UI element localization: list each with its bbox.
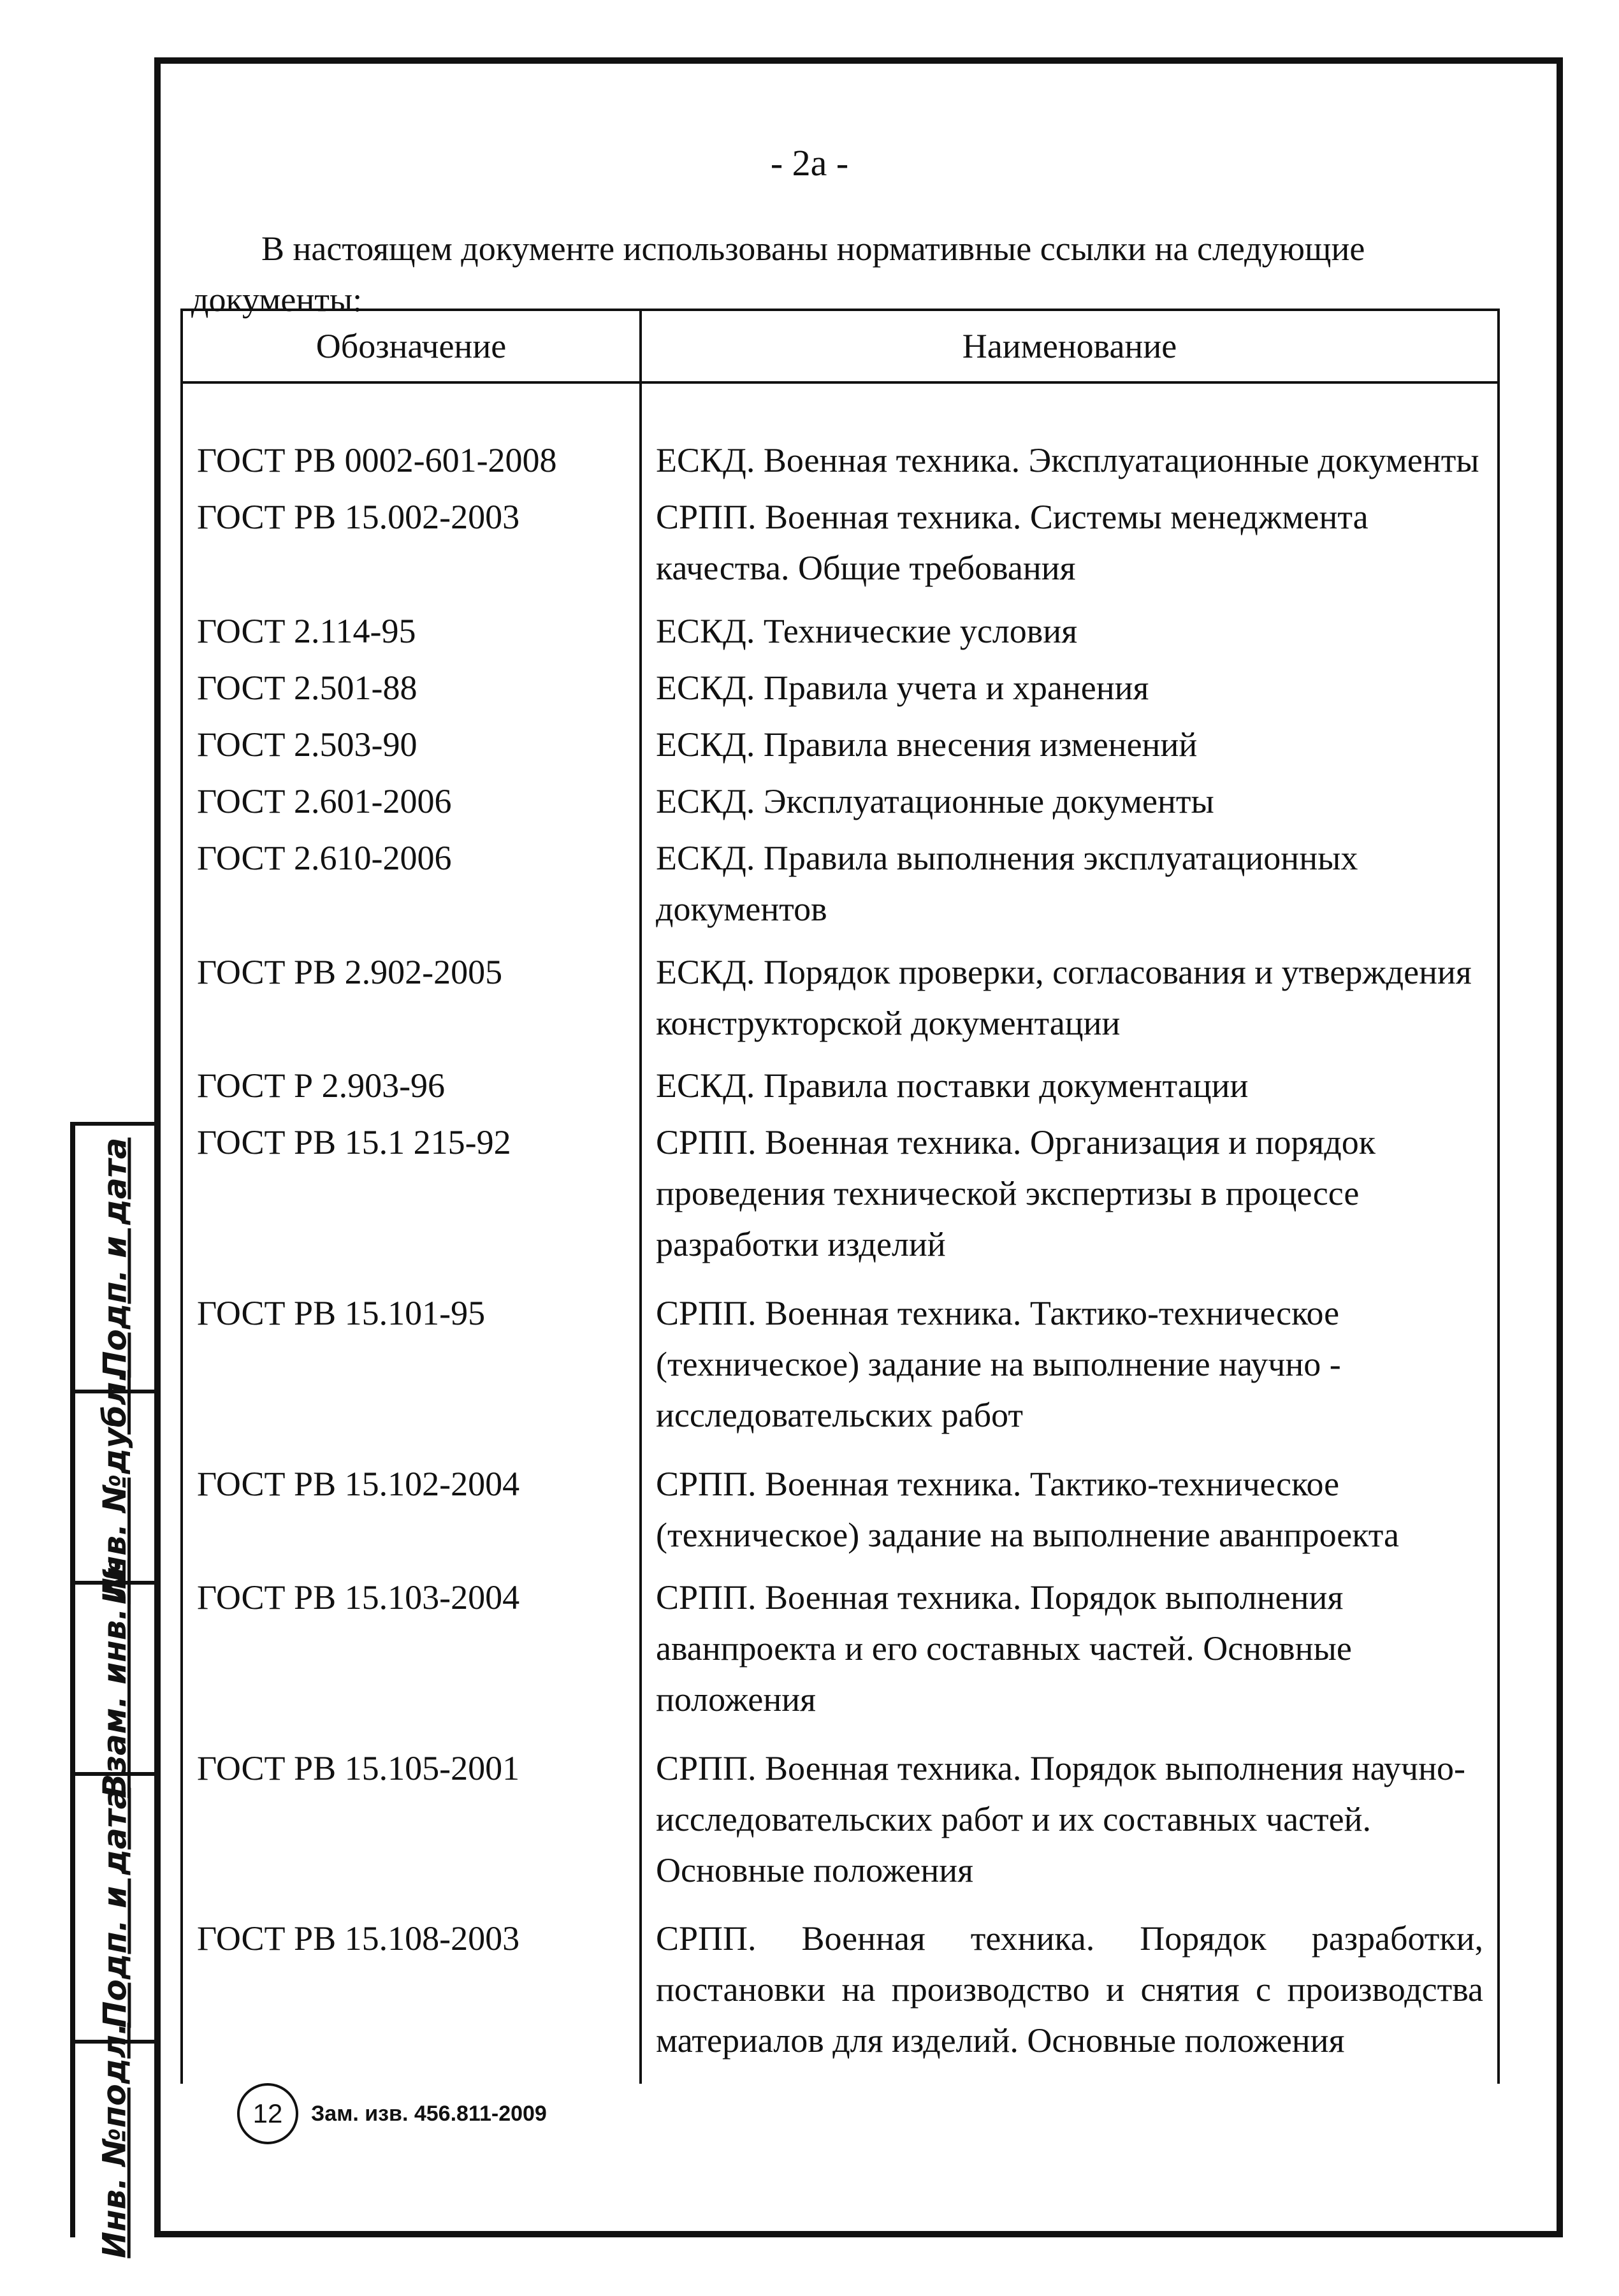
- designation-cell: ГОСТ 2.610-2006: [182, 832, 641, 946]
- page-number: - 2а -: [770, 142, 849, 184]
- side-stamp-replacement-inv: Взам. инв. №: [75, 1581, 154, 1772]
- designation-cell: ГОСТ РВ 2.902-2005: [182, 947, 641, 1060]
- name-cell: СРПП. Военная техника. Порядок выполнения аванпроекта и его составных частей. Основные положения: [641, 1572, 1499, 1743]
- designation-cell: ГОСТ РВ 15.108-2003: [182, 1913, 641, 2084]
- intro-paragraph: В настоящем документе использованы нормативные ссылки на следующие документы:: [191, 229, 1365, 319]
- designation-cell: ГОСТ РВ 15.1 215-92: [182, 1117, 641, 1288]
- designation-cell: ГОСТ 2.601-2006: [182, 776, 641, 832]
- change-notice-text: Зам. изв. 456.811-2009: [311, 2101, 547, 2126]
- header-designation: Обозначение: [182, 310, 641, 382]
- name-cell: ЕСКД. Правила учета и хранения: [641, 662, 1499, 719]
- change-note: [237, 2083, 547, 2144]
- designation-cell: ГОСТ Р 2.903-96: [182, 1060, 641, 1117]
- name-cell: ЕСКД. Эксплуатационные документы: [641, 776, 1499, 832]
- table-row: [182, 1288, 1499, 1458]
- name-cell: ЕСКД. Военная техника. Эксплуатационные документы: [641, 435, 1499, 491]
- designation-cell: ГОСТ 2.503-90: [182, 719, 641, 776]
- table-spacer-row: [182, 382, 1499, 435]
- name-cell: СРПП. Военная техника. Организация и порядок проведения технической экспертизы в процессе разработки изделий: [641, 1117, 1499, 1288]
- table-row: [182, 1458, 1499, 1572]
- side-stamp-signature-date-bottom: Подп. и дата: [75, 1772, 154, 2040]
- name-cell: СРПП. Военная техника. Порядок разработки, постановки на производство и снятия с производства материалов для изделий. Основные положения: [641, 1913, 1499, 2084]
- side-stamp-signature-date-top: Подп. и дата: [75, 1122, 154, 1390]
- designation-cell: ГОСТ РВ 15.002-2003: [182, 491, 641, 605]
- table-row: [182, 435, 1499, 491]
- designation-cell: ГОСТ РВ 15.101-95: [182, 1288, 641, 1458]
- table-row: [182, 1117, 1499, 1288]
- table-row: [182, 719, 1499, 776]
- designation-cell: ГОСТ 2.114-95: [182, 606, 641, 662]
- name-cell: ЕСКД. Правила поставки документации: [641, 1060, 1499, 1117]
- references-table: [180, 309, 1500, 2084]
- header-name: Наименование: [641, 310, 1499, 382]
- designation-cell: ГОСТ РВ 15.103-2004: [182, 1572, 641, 1743]
- designation-cell: ГОСТ РВ 15.105-2001: [182, 1743, 641, 1914]
- table-row: [182, 491, 1499, 605]
- table-row: [182, 1572, 1499, 1743]
- side-stamp-duplicate-inv: Инв. №дубл.: [75, 1390, 154, 1581]
- side-stamp: [70, 1122, 154, 2258]
- table-row: [182, 776, 1499, 832]
- name-cell: СРПП. Военная техника. Системы менеджмента качества. Общие требования: [641, 491, 1499, 605]
- designation-cell: ГОСТ РВ 0002-601-2008: [182, 435, 641, 491]
- name-cell: СРПП. Военная техника. Тактико-техническое (техническое) задание на выполнение научно - исследовательских работ: [641, 1288, 1499, 1458]
- table-row: [182, 832, 1499, 946]
- designation-cell: ГОСТ 2.501-88: [182, 662, 641, 719]
- table-row: [182, 662, 1499, 719]
- table-row: [182, 1743, 1499, 1914]
- side-stamp-original-inv: Инв. №подл.: [75, 2040, 154, 2237]
- designation-cell: ГОСТ РВ 15.102-2004: [182, 1458, 641, 1572]
- table-row: [182, 606, 1499, 662]
- table-row: [182, 1913, 1499, 2084]
- name-cell: ЕСКД. Порядок проверки, согласования и утверждения конструкторской документации: [641, 947, 1499, 1060]
- name-cell: СРПП. Военная техника. Тактико-техническое (техническое) задание на выполнение аванпроекта: [641, 1458, 1499, 1572]
- sheet-number-circle: 12: [237, 2083, 298, 2144]
- table-row: [182, 1060, 1499, 1117]
- name-cell: ЕСКД. Правила выполнения эксплуатационных документов: [641, 832, 1499, 946]
- name-cell: ЕСКД. Правила внесения изменений: [641, 719, 1499, 776]
- table-row: [182, 947, 1499, 1060]
- name-cell: СРПП. Военная техника. Порядок выполнения научно-исследовательских работ и их составных частей. Основные положения: [641, 1743, 1499, 1914]
- table-header-row: [182, 310, 1499, 382]
- name-cell: ЕСКД. Технические условия: [641, 606, 1499, 662]
